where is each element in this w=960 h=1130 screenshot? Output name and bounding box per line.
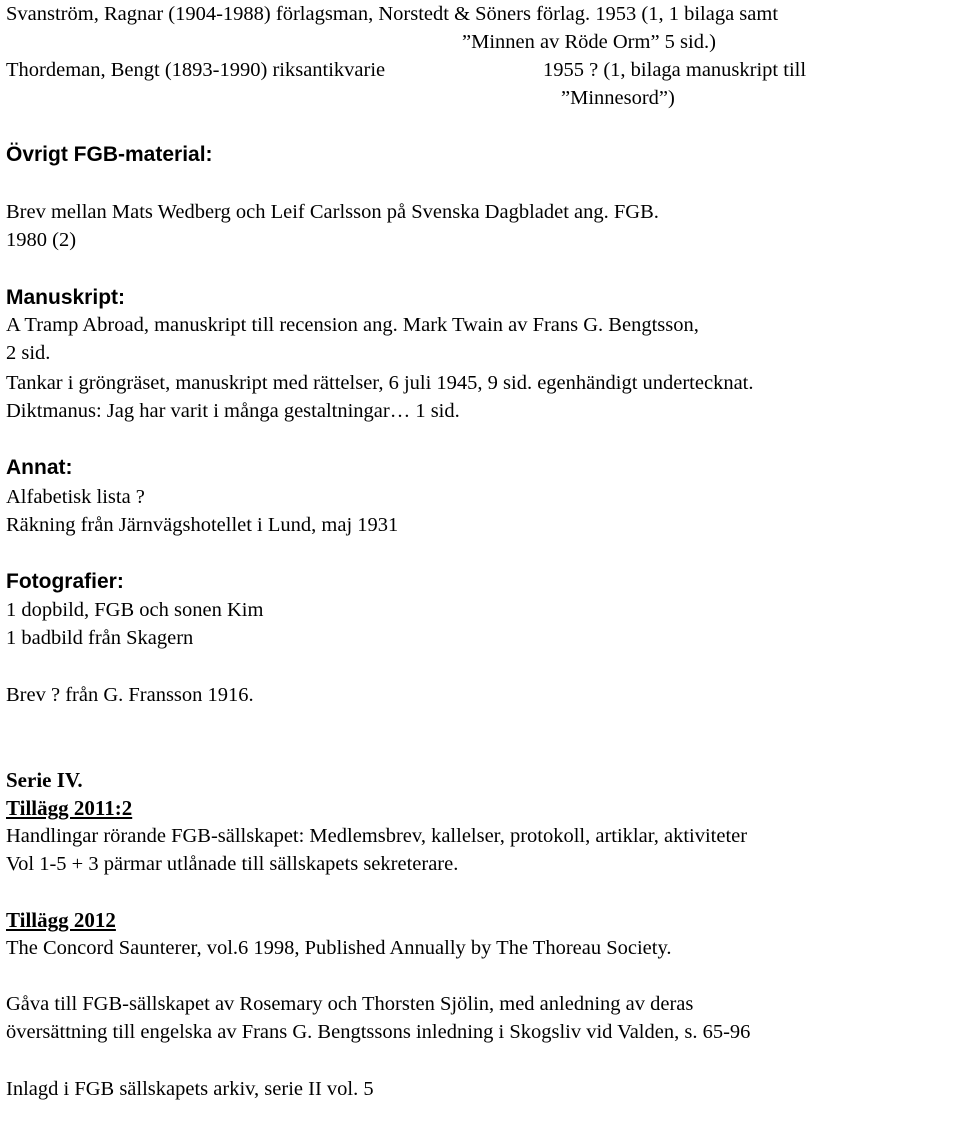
entry-inlagd-arkiv: Inlagd i FGB sällskapets arkiv, serie II vol. 5 [6, 1078, 374, 1100]
entry-handlingar-line-1: Handlingar rörande FGB-sällskapet: Medlemsbrev, kallelser, protokoll, artiklar, aktiviteter [6, 825, 748, 847]
heading-serie-iv: Serie IV. [6, 768, 83, 792]
entry-brev-fransson: Brev ? från G. Fransson 1916. [6, 684, 254, 706]
entry-concord-saunterer: The Concord Saunterer, vol.6 1998, Published Annually by The Thoreau Society. [6, 937, 672, 959]
entry-thordeman-details: 1955 ? (1, bilaga manuskript till [543, 59, 807, 81]
entry-annat-alfabetisk-lista: Alfabetisk lista ? [6, 486, 145, 508]
entry-manuskript-diktmanus: Diktmanus: Jag har varit i många gestaltningar… 1 sid. [6, 400, 460, 422]
heading-tillagg-2011: Tillägg 2011:2 [6, 796, 133, 820]
entry-foto-badbild: 1 badbild från Skagern [6, 627, 194, 649]
entry-svanstrom-line-2: ”Minnen av Röde Orm” 5 sid.) [462, 31, 716, 53]
heading-fotografier: Fotografier: [6, 570, 124, 593]
entry-manuskript-tramp-abroad-pages: 2 sid. [6, 342, 51, 364]
entry-svanstrom-line-1: Svanström, Ragnar (1904-1988) förlagsman, Norstedt & Söners förlag. 1953 (1, 1 bilaga samt [6, 3, 779, 25]
entry-manuskript-tramp-abroad: A Tramp Abroad, manuskript till recension ang. Mark Twain av Frans G. Bengtsson, [6, 314, 699, 336]
entry-brev-wedberg-line-2: 1980 (2) [6, 229, 77, 251]
entry-gava-line-2: översättning till engelska av Frans G. Bengtssons inledning i Skogsliv vid Valden, s. 65-96 [6, 1021, 751, 1043]
entry-gava-line-1: Gåva till FGB-sällskapet av Rosemary och Thorsten Sjölin, med anledning av deras [6, 993, 694, 1015]
entry-annat-rakning: Räkning från Järnvägshotellet i Lund, maj 1931 [6, 514, 399, 536]
entry-brev-wedberg-line-1: Brev mellan Mats Wedberg och Leif Carlsson på Svenska Dagbladet ang. FGB. [6, 201, 659, 223]
entry-thordeman-line-2: ”Minnesord”) [561, 87, 675, 109]
entry-foto-dopbild: 1 dopbild, FGB och sonen Kim [6, 599, 264, 621]
heading-tillagg-2012: Tillägg 2012 [6, 908, 116, 932]
entry-manuskript-tankar: Tankar i gröngräset, manuskript med rättelser, 6 juli 1945, 9 sid. egenhändigt undertecknat. [6, 372, 754, 394]
entry-thordeman-name: Thordeman, Bengt (1893-1990) riksantikvarie [6, 59, 386, 81]
heading-ovrigt-fgb-material: Övrigt FGB-material: [6, 143, 213, 166]
entry-handlingar-line-2: Vol 1-5 + 3 pärmar utlånade till sällskapets sekreterare. [6, 853, 459, 875]
heading-annat: Annat: [6, 456, 73, 479]
heading-manuskript: Manuskript: [6, 286, 126, 309]
